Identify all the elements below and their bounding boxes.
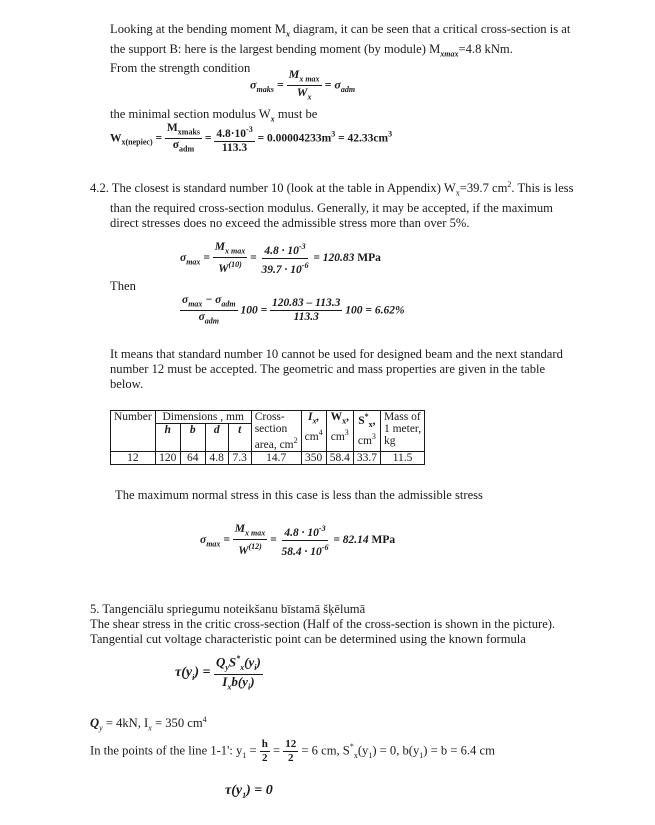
shear-stress-line-1-equation: $\tau(y_1) = 0$ [225,783,273,800]
section-modulus-equation: $W_{x(nepiec)}$ = $\frac{M_{xmaks}}{\sigma_{adm}}$ = $\frac{4.8\cdot 10^{-3}}{113.3}$ = $0.00004233m^3 = 42.33cm^3$ [110,122,393,154]
line-1-1-values: In the points of the line 1-1': $y_1$ = $\frac{h}{2}$ = $\frac{12}{2}$ = 6 cm, $S^*_x(y_1) = 0$, $b(y_1) = b = 6.4$ cm [90,738,495,764]
table-cell: 350 [301,451,326,464]
section-5-title: 5. Tangenciālu spriegumu noteikšanu bīstamā šķēlumā [90,602,366,616]
section-modulus-text: the minimal section modulus $W_x$ must be [110,107,318,124]
table-cell: 58.4 [326,451,353,464]
shear-stress-formula: $\tau(y_i)$ = $\frac{Q_yS^*_x(y_i)}{I_xb(y_i)}$ [175,654,261,692]
max-normal-stress-text: The maximum normal stress in this case is less than the admissible stress [115,488,483,502]
table-cell: 14.7 [251,451,301,464]
header-wx: $W_x$, $cm^3$ [326,411,353,452]
table-cell: 4.8 [205,451,228,464]
table-cell: 11.5 [380,451,424,464]
header-cross-section: Cross- section area, $cm^2$ [251,411,301,452]
header-ix: $I_x$, $cm^4$ [301,411,326,452]
table-cell: 12 [111,451,156,464]
header-sx: $S^*_x$, $cm^3$ [353,411,380,452]
intro-paragraph: Looking at the bending moment $M_x$ diagram, it can be seen that a critical cross-section is at the support B: here is the largest bending moment (by module) $M_{xmax}=4.8$ kNm. From the strength condition [110,22,571,76]
strength-condition-equation: $\sigma_{maks}$ = $\frac{M_{x max}}{W_x}$ = $\sigma_{adm}$ [250,67,356,102]
standard-12-paragraph: It means that standard number 10 cannot be used for designed beam and the next standard number 12 must be accepted. The geometric and mass properties are given in the table below. [110,347,563,391]
then-label: Then [110,279,136,293]
section-5-paragraph: 5. Tangenciālu spriegumu noteikšanu bīstamā šķēlumā The shear stress in the critic cross-section (Half of the cross-section is shown in the picture). Tangential cut voltage characteristic point can be determined using the known formula [90,602,556,646]
table-cell: 64 [180,451,205,464]
header-t: t [228,424,251,452]
header-d: d [205,424,228,452]
max-stress-no12-equation: $\sigma_{max}$ = $\frac{M_{x max}}{W^{(12)}}$ = $\frac{4.8 \cdot 10^{-3}}{58.4 \cdot 10^{-6}}$ = 82.14 MPa [200,522,396,558]
header-number: Number [111,411,156,452]
table-cell: 33.7 [353,451,380,464]
overstress-percent-equation: $\frac{\sigma_{max} - \sigma_{adm}}{\sigma_{adm}}$ 100 = $\frac{120.83 - 113.3}{113.3}$ 100 = 6.62% [182,294,405,326]
header-dimensions: Dimensions , mm [155,411,251,424]
table-cell: 120 [155,451,180,464]
header-mass: Mass of 1 meter, kg [380,411,424,452]
table-cell: 7.3 [228,451,251,464]
header-h: h [155,424,180,452]
given-values: $Q_y = 4kN$, $I_x = 350$ $cm^4$ [90,715,207,733]
section-4-2-paragraph: 4.2. The closest is standard number 10 (look at the table in Appendix) $W_x=39.7$ $cm^2$. This is less than the required cross-section modulus. Generally, it may be accepted, if the maximum direct stresses does no exceed the admissible stress more than over 5%. [90,180,574,230]
header-b: b [180,424,205,452]
max-stress-no10-equation: $\sigma_{max}$ = $\frac{M_{x max}}{W^{(10)}}$ = $\frac{4.8 \cdot 10^{-3}}{39.7 \cdot 10^{-6}}$ = 120.83 MPa [180,240,381,276]
beam-properties-table [110,410,425,465]
